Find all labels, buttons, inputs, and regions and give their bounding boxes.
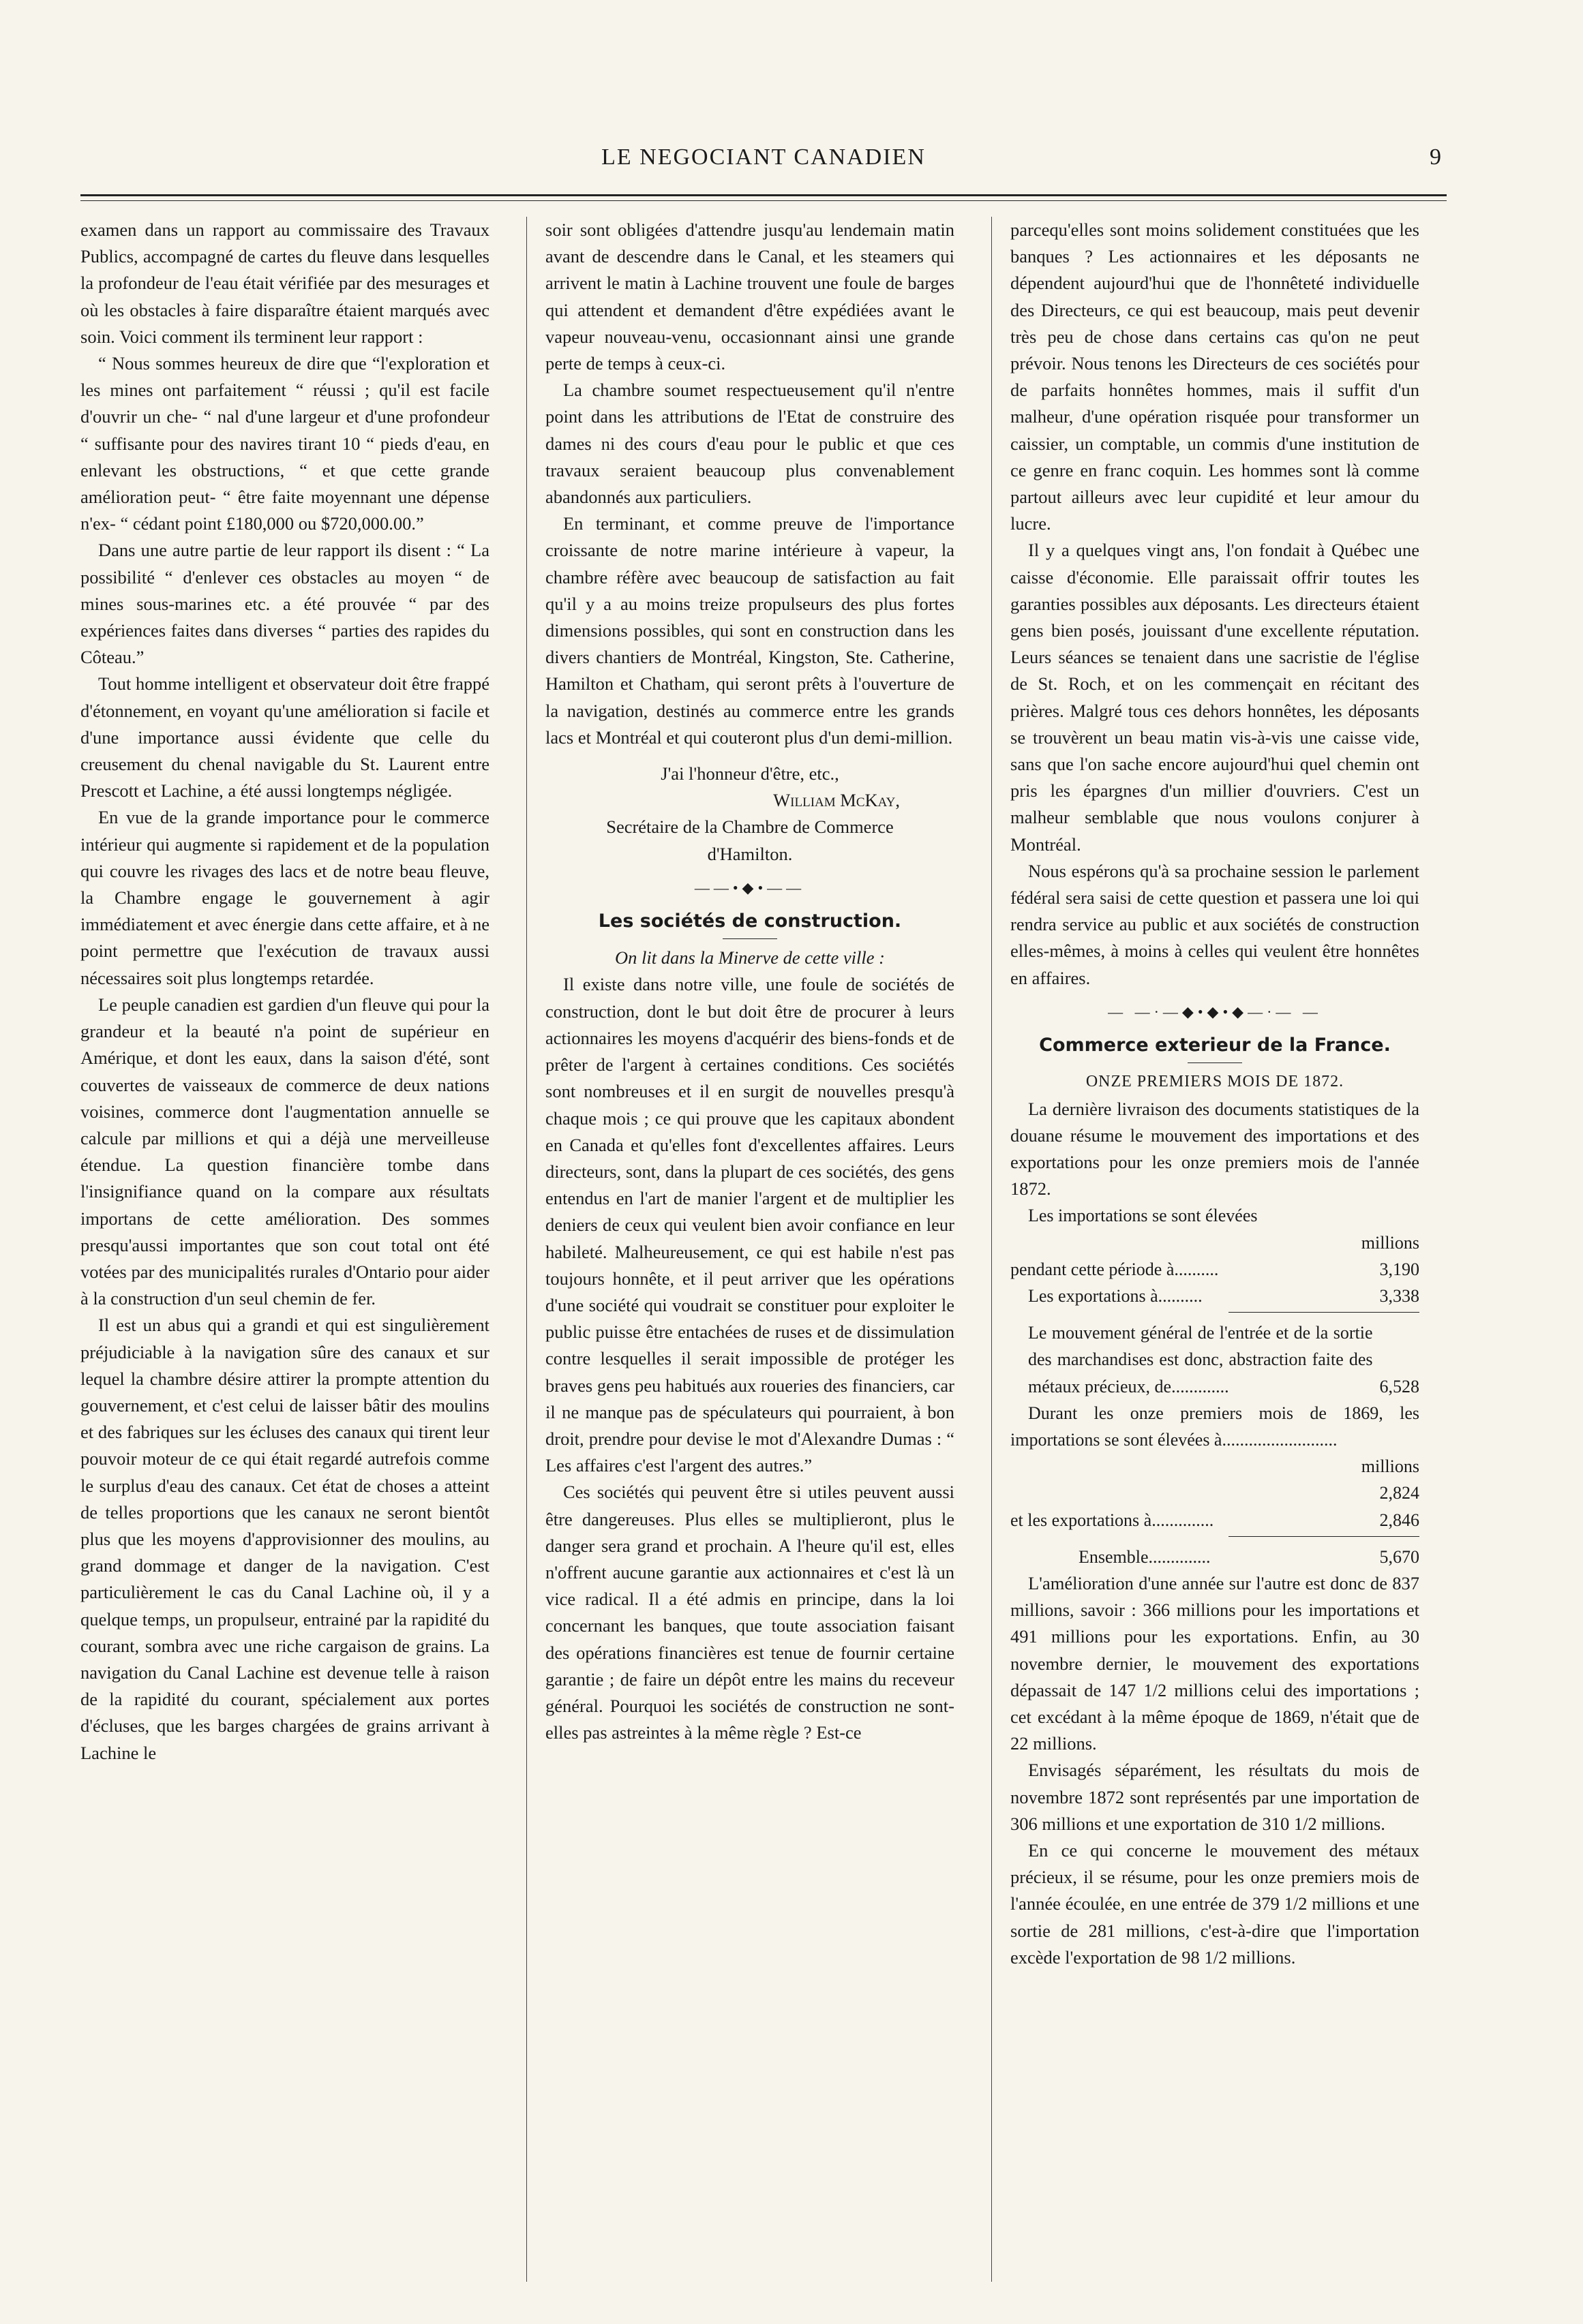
column-1 [80,217,489,2282]
section-heading: Commerce exterieur de la France. [1039,1035,1391,1056]
paragraph: Ces sociétés qui peuvent être si utiles peuvent aussi être dangereuses. Plus elles se multiplieront, plus le danger sera grand et prochain. A l'heure qu'il est, elles n'offrent aucune garantie aux actionnaires et c'est là un vice radical. Il a été admis en principe, dans la loi concernant les banques, que toute association faisant des opérations financières est tenue de fournir certaine garantie ; de faire un dépôt entre les mains du receveur général. Pourquoi les sociétés de construction ne sont-elles pas astreintes à la même règle ? Est-ce [545,1482,954,1743]
table-row-value: 2,846 [1379,1510,1419,1530]
page-header [82,144,1445,185]
article-intro: On lit dans la Minerve de cette ville : [615,947,885,968]
paragraph: Envisagés séparément, les résultats du mois de novembre 1872 sont représentés par une importation de 306 millions et une exportation de 310 1/2 millions. [1010,1760,1419,1834]
section-heading: Les sociétés de construction. [598,911,902,932]
table-row [1010,1319,1419,1400]
paragraph: La dernière livraison des documents statistiques de la douane résume le mouvement des importations et des exportations pour les onze premiers mois de l'année 1872. [1010,1098,1419,1199]
paragraph: L'amélioration d'une année sur l'autre est donc de 837 millions, savoir : 366 millions pour les importations et 491 millions pour les exportations. Enfin, au 30 novembre dernier, le mouvement des exportations dépassait de 147 1/2 millions celui des importations ; cet excédant à la même époque de 1869, n'était que de 22 millions. [1010,1572,1419,1754]
paragraph: soir sont obligées d'attendre jusqu'au lendemain matin avant de descendre dans le Canal, et les steamers qui arrivent le matin à Lachine trouvent une foule de barges qui attendent et demandent d'être expédiées avant le vapeur nouveau-venu, occasionnant ainsi une grande perte de temps à ceux-ci. [545,219,954,374]
paragraph: En terminant, et comme preuve de l'importance croissante de notre marine intérieure à vapeur, la chambre réfère avec beaucoup de satisfaction au fait qu'il y a au moins treize propulseurs des plus fortes dimensions possibles, qui sont en construction dans les divers chantiers de Montréal, Kingston, Ste. Catherine, Hamilton et Chatham, qui seront prêts à l'ouverture de la navigation, destinés au commerce entre les grands lacs et Montréal et qui couteront plus d'un demi-million. [545,513,954,748]
signature-title: Secrétaire de la Chambre de Commerce [606,816,894,838]
page-number: 9 [1430,144,1441,170]
table-row-value: 5,670 [1379,1546,1419,1567]
table-row-label: Les exportations à.......... [1028,1285,1203,1306]
paragraph: parcequ'elles sont moins solidement constituées que les banques ? Les actionnaires et les déposants ne dépendent aujourd'hui que de l'honnêteté individuelle des Directeurs, ce qui est beaucoup, mais peut devenir très peu de chose dans certains cas qu'on ne peut prévoir. Nous tenons les Directeurs de ces sociétés pour de parfaits honnêtes hommes, mais il suffit d'un malheur, d'une opération risquée pour transformer un caissier, un comptable, un commis d'une institution de ce genre en franc coquin. Les hommes sont là comme partout ailleurs avec leur cupidité et leur amour du lucre. [1010,219,1419,534]
newspaper-title: LE NEGOCIANT CANADIEN [601,144,926,170]
letter-signature: William McKay, [773,790,900,811]
table-row-label: Le mouvement général de l'entrée et de la sortie des marchandises est donc, abstraction faite des métaux précieux, de............. [1028,1323,1373,1396]
table-row-label: Ensemble.............. [1079,1546,1211,1567]
table-rule [1228,1536,1419,1537]
paragraph: Il existe dans notre ville, une foule de sociétés de construction, dont le but doit être de procurer à leurs actionnaires les moyens d'acquérir des biens-fonds et de prêter de l'argent à certaines conditions. Ces sociétés sont nombreuses et il en surgit de nouvelles presqu'à chaque mois ; ce qui prouve que les capitaux abondent en Canada et qu'elles font d'excellentes affaires. Leurs directeurs, sont, dans la plupart de ces sociétés, des gens entendus en l'art de manier l'argent et de multiplier les deniers de ceux qui veulent bien avoir confiance en leur habileté. Malheureusement, ce qui est habile n'est pas toujours honnête, et il peut arriver que les opérations d'une société qui voudrait se constituer pour exploiter le public puisse être entachées de ruses et de dissimulation contre lesquelles il serait impossible de protéger les braves gens peu habitués aux roueries des financiers, car il ne manque pas de spéculateurs qui pourraient, à bon droit, prendre pour devise le mot d'Alexandre Dumas : “ Les affaires c'est l'argent des autres.” [545,974,954,1476]
section-ornament: ——•◆•—— [694,878,806,896]
column-divider-2 [991,217,992,2282]
paragraph: Tout homme intelligent et observateur doit être frappé d'étonnement, en voyant qu'une amélioration si facile et d'une importance aussi évidente que celle du creusement du chenal navigable du St. Laurent entre Prescott et Lachine, a été aussi longtemps négligée. [80,673,489,801]
signature-place: d'Hamilton. [707,843,793,864]
heading-rule [1188,1062,1242,1063]
column-2 [545,217,954,2282]
paragraph: La chambre soumet respectueusement qu'il n'entre point dans les attributions de l'Etat de construire des dames ni des cours d'eau pour le public et que ces travaux seraient beaucoup plus convenablement abandonnés aux particuliers. [545,380,954,508]
table-row-value: 6,528 [1379,1376,1419,1396]
table-label: Les importations se sont élevées [1028,1206,1258,1226]
quote-paragraph: “ Nous sommes heureux de dire que “l'exploration et les mines ont parfaitement “ réussi ; qu'il est facile d'ouvrir un che- “ nal d'une largeur et d'une profondeur “ suffisante pour des navires tirant 10 “ pieds d'eau, en enlevant les obstructions, “ et que cette grande amélioration peut- “ être faite moyennant une dépense n'ex- “ cédant point £180,000 ou $720,000.00.” [80,353,489,534]
table-unit: millions [1361,1456,1419,1477]
column-3 [1010,217,1419,2282]
table-rule [1228,1312,1419,1313]
paragraph: Le peuple canadien est gardien d'un fleuve qui pour la grandeur et la beauté n'a point de supérieur en Amérique, et dont les eaux, dans la saison d'été, sont couvertes de vaisseaux de commerce de deux nations voisines, commerce dont l'augmentation annuelle se calcule par millions et qui a déjà une merveilleuse étendue. La question financière tombe dans l'insignifiance quand on la compare aux résultats importans de cette amélioration. Des sommes presqu'aussi importantes que son cout total ont été votées par des municipalités rurales d'Ontario pour aider à la construction d'un seul chemin de fer. [80,994,489,1309]
paragraph: En ce qui concerne le mouvement des métaux précieux, il se résume, pour les onze premiers mois de l'année écoulée, en une entrée de 379 1/2 millions et une sortie de 281 millions, c'est-à-dire que l'importation excède l'exportation de 98 1/2 millions. [1010,1839,1419,1968]
table-row-label: et les exportations à.............. [1010,1510,1214,1530]
table-row [1010,1256,1419,1283]
paragraph: examen dans un rapport au commissaire des Travaux Publics, accompagné de cartes du fleuve dans lesquelles la profondeur de l'eau était vérifiée par des mesurages et où les obstacles à faire disparaître étaient marqués avec soin. Voici comment ils terminent leur rapport : [80,219,489,347]
statistics-table [1010,1202,1419,1570]
table-row [1010,1480,1419,1506]
table-row [1010,1283,1419,1309]
letter-salutation: J'ai l'honneur d'être, etc., [661,763,839,784]
paragraph: Il y a quelques vingt ans, l'on fondait à Québec une caisse d'économie. Elle paraissait offrir toutes les garanties possibles aux déposants. Les directeurs étaient gens bien posés, jouissant d'une excellente réputation. Leurs séances se tenaient dans une sacristie de l'église de St. Roch, et on les commençait en récitant des prières. Malgré tous ces dehors honnêtes, les déposants se trouvèrent un beau matin vis-à-vis une caisse vide, sans que l'on sache encore aujourd'hui quel chemin ont pris les épargnes d'un millier d'ouvriers. C'est un malheur semblable que nous voulons conjurer à Montréal. [1010,540,1419,855]
paragraph: Dans une autre partie de leur rapport ils disent : “ La possibilité “ d'enlever ces obstacles au moyen “ de mines sous-marines etc. a été prouvée “ par des expériences faites dans diverses “ parties des rapides du Côteau.” [80,540,489,668]
header-rule [80,194,1447,201]
section-subheading: ONZE PREMIERS MOIS DE 1872. [1085,1073,1344,1091]
table-row [1010,1507,1419,1533]
table-row-value: 3,338 [1379,1285,1419,1306]
heading-rule [723,938,777,939]
paragraph: En vue de la grande importance pour le commerce intérieur qui augmente si rapidement et de la population qui couvre les rivages des lacs et de notre beau fleuve, la Chambre engage le gouvernement à agir immédiatement et avec énergie dans cette affaire, et à ne point permettre que l'exécution de travaux aussi nécessaires soit plus longtemps retardée. [80,807,489,988]
table-row-label: pendant cette période à.......... [1010,1259,1219,1279]
table-row-value: 2,824 [1379,1483,1419,1503]
table-unit: millions [1361,1232,1419,1253]
section-ornament: — —·—◆•◆•◆—·— — [1108,1003,1322,1020]
column-divider-1 [526,217,527,2282]
table-label: Durant les onze premiers mois de 1869, les importations se sont élevées à.......................... [1010,1403,1419,1450]
table-row [1010,1544,1419,1570]
paragraph: Nous espérons qu'à sa prochaine session le parlement fédéral sera saisi de cette question et passera une loi qui rendra service au public et aux sociétés de construction elles-mêmes, à moins à celles qui veulent être honnêtes en affaires. [1010,860,1419,988]
paragraph: Il est un abus qui a grandi et qui est singulièrement préjudiciable à la navigation sûre des canaux et sur lequel la chambre désire attirer la prompte attention du gouvernement, et c'est celui de laisser bâtir des moulins et des fabriques sur les écluses des canaux qui tirent leur pouvoir moteur de ce qui était regardé autrefois comme le surplus d'eau des canaux. Cet état de choses a atteint de telles proportions que les canaux ne seront bientôt plus que les moyens d'approvisionner des moulins, au grand dommage et danger de la navigation. C'est particulièrement le cas du Canal Lachine où, il y a quelque temps, un propulseur, entrainé par la rapidité du courant, sombra avec une riche cargaison de grains. La navigation du Canal Lachine est devenue telle à raison de la rapidité du courant, spécialement aux portes d'écluses, que les barges chargées de grains arrivant à Lachine le [80,1315,489,1763]
table-row-value: 3,190 [1379,1259,1419,1279]
